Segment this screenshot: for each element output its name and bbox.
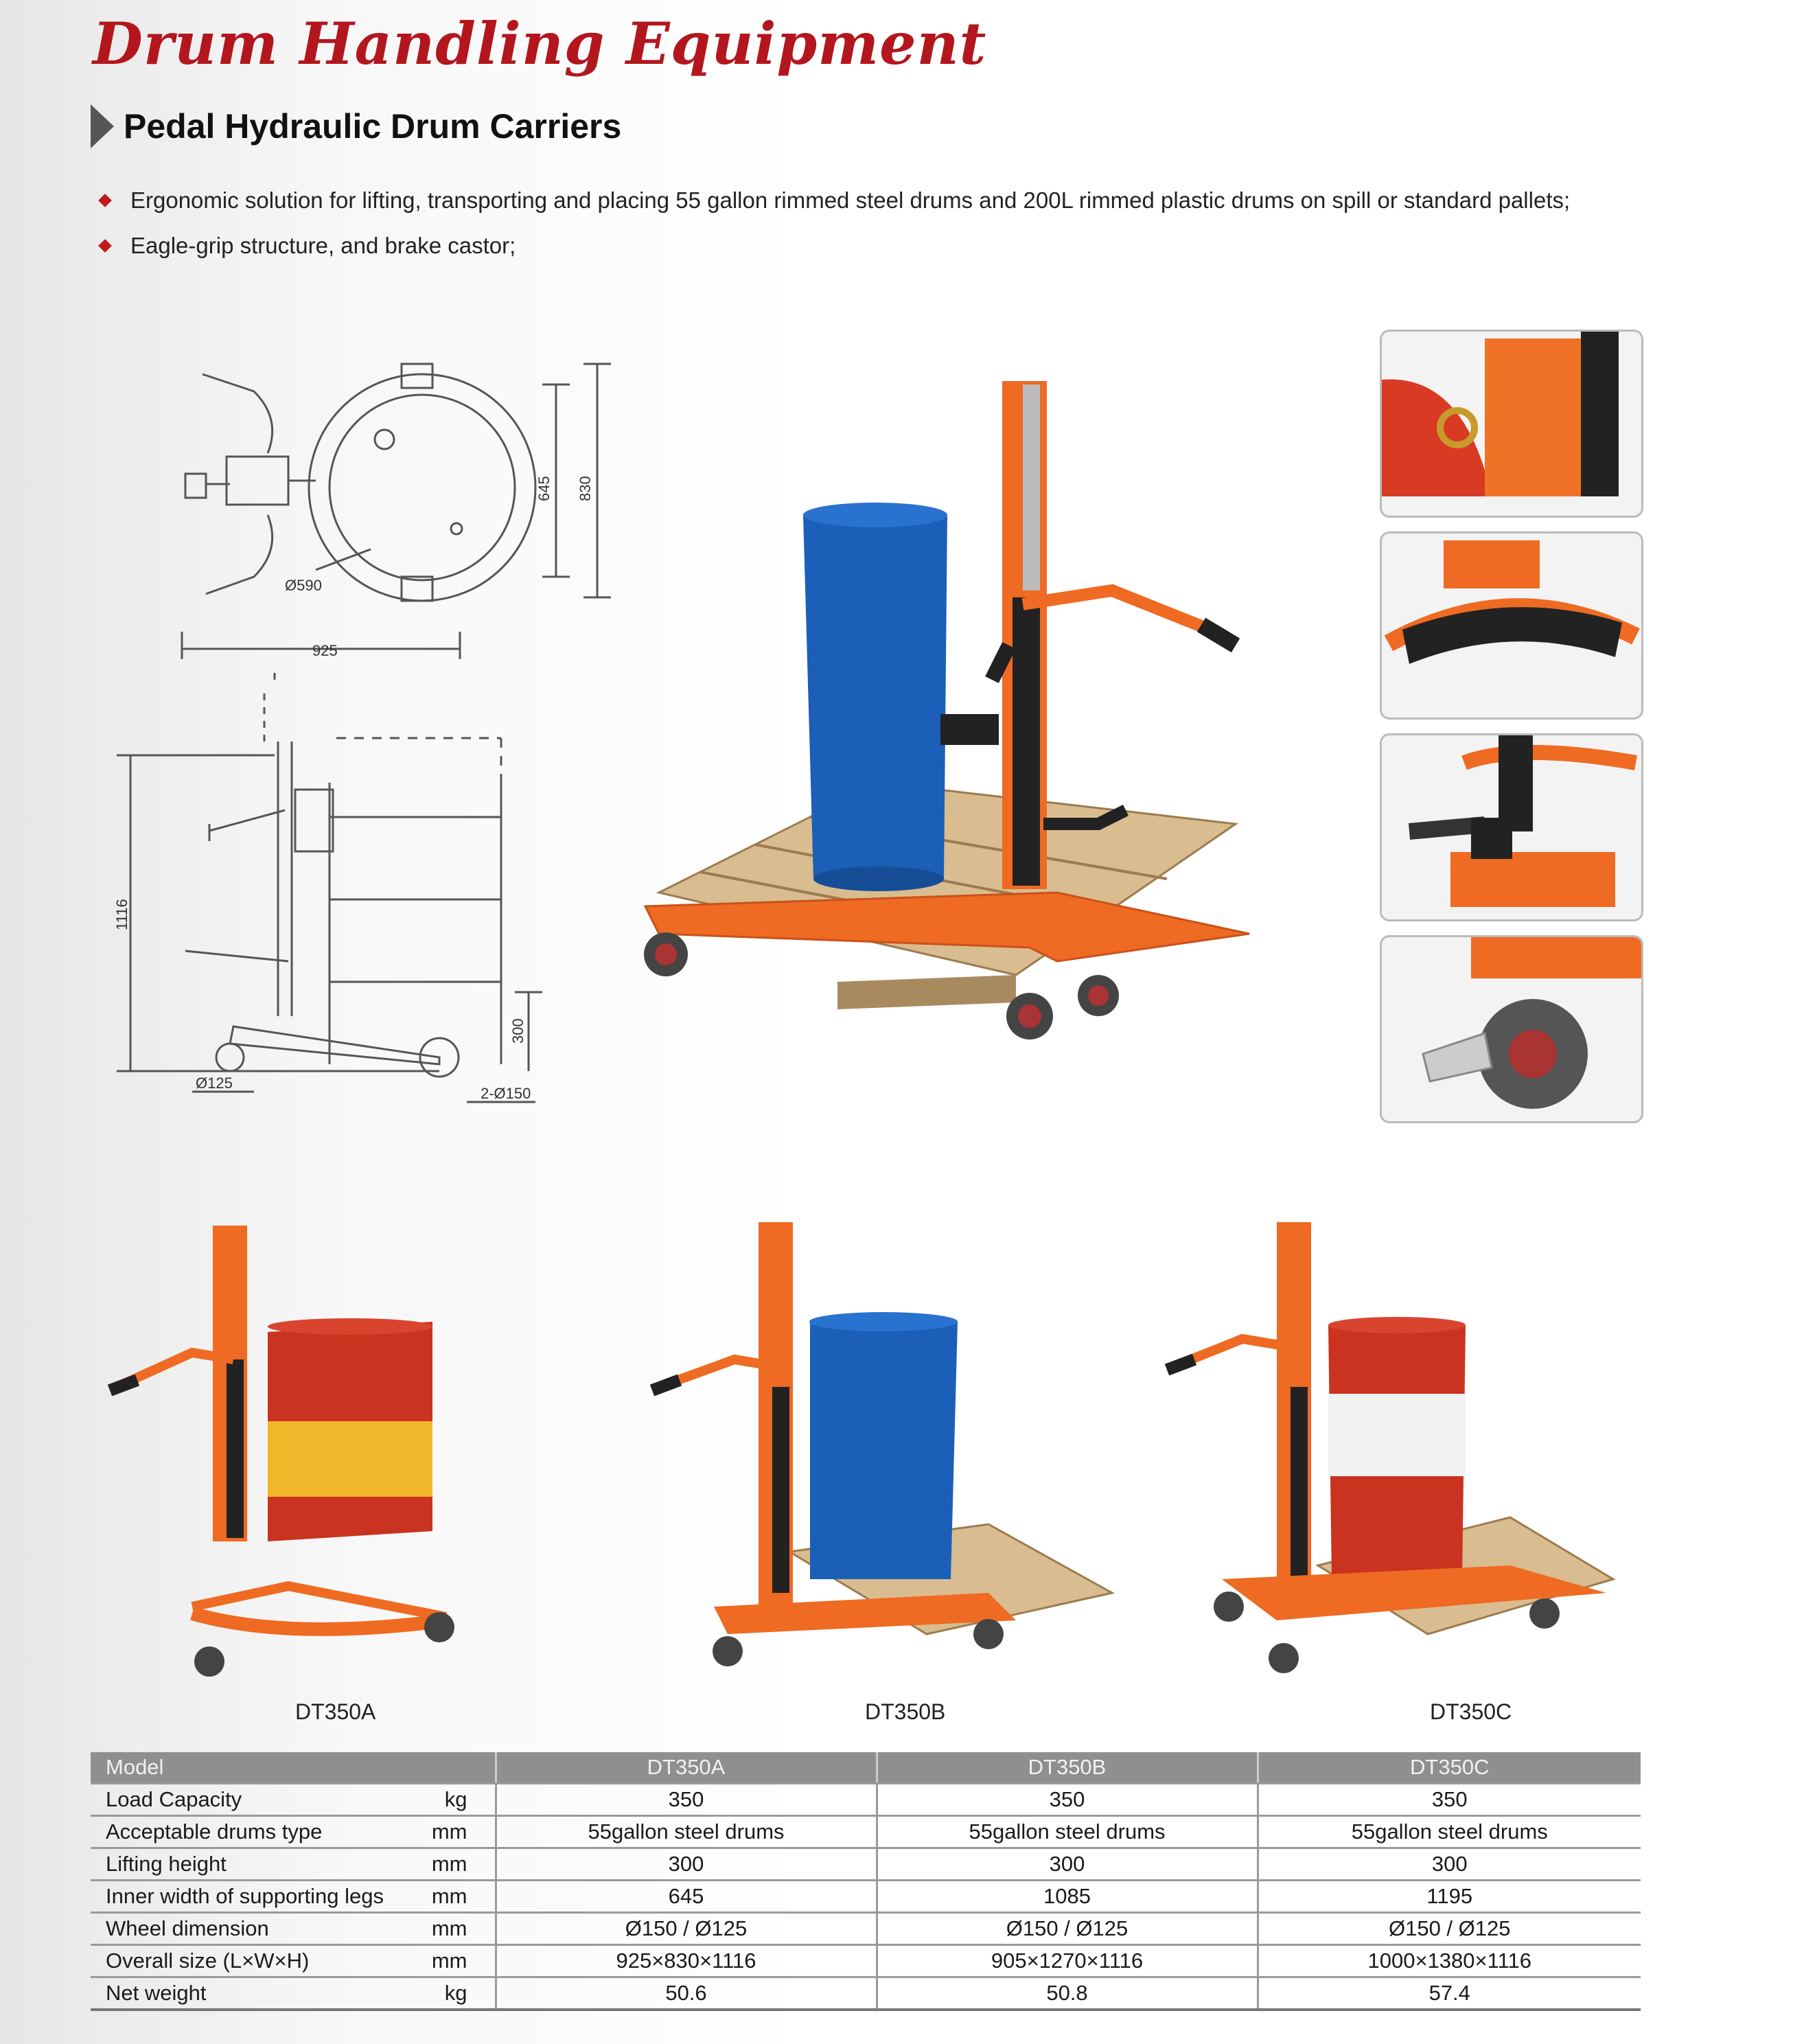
- dim-1116: 1116: [113, 899, 130, 930]
- heading-arrow-icon: [91, 104, 114, 148]
- main-product-photo: [618, 343, 1270, 1099]
- detail-photo-brake-castor: [1380, 935, 1643, 1123]
- cell-value: 1085: [877, 1881, 1258, 1913]
- row-unit: mm: [427, 1945, 496, 1977]
- detail-photo-pedal: [1380, 733, 1643, 921]
- row-label: Net weight: [91, 1977, 427, 2010]
- cell-value: 1195: [1258, 1881, 1641, 1913]
- cell-value: 55gallon steel drums: [1258, 1816, 1641, 1848]
- row-label: Acceptable drums type: [91, 1816, 427, 1848]
- row-unit: mm: [427, 1848, 496, 1881]
- detail-thumbnails: [1380, 330, 1639, 1123]
- detail-photo-pad: [1380, 531, 1643, 720]
- row-label: Load Capacity: [91, 1784, 427, 1816]
- table-header-row: [91, 1752, 1641, 1784]
- row-label: Inner width of supporting legs: [91, 1881, 427, 1913]
- cell-value: 57.4: [1258, 1977, 1641, 2010]
- cell-value: 300: [1258, 1848, 1641, 1881]
- table-row: [91, 1913, 1641, 1945]
- list-item: [96, 229, 1637, 262]
- cell-value: 350: [1258, 1784, 1641, 1816]
- dim-590: Ø590: [285, 577, 322, 594]
- table-row: [91, 1945, 1641, 1977]
- model-photos: [0, 1222, 1793, 1703]
- page-title: Drum Handling Equipment: [93, 10, 987, 78]
- row-unit: kg: [427, 1977, 496, 2010]
- cell-value: 55gallon steel drums: [877, 1816, 1258, 1848]
- section-heading: [91, 104, 621, 148]
- column-header-dt350b: DT350B: [877, 1752, 1258, 1784]
- row-label: Lifting height: [91, 1848, 427, 1881]
- dim-125: Ø125: [196, 1075, 233, 1092]
- cell-value: 350: [496, 1784, 877, 1816]
- model-photo-dt350b: [652, 1222, 1112, 1666]
- cell-value: 50.6: [496, 1977, 877, 2010]
- cell-value: 350: [877, 1784, 1258, 1816]
- list-item-text: Eagle-grip structure, and brake castor;: [130, 233, 516, 258]
- model-caption-dt350b: DT350B: [865, 1699, 946, 1724]
- cell-value: 645: [496, 1881, 877, 1913]
- row-unit: mm: [427, 1913, 496, 1945]
- cell-value: 300: [877, 1848, 1258, 1881]
- column-header-dt350c: DT350C: [1258, 1752, 1641, 1784]
- column-header-model: Model: [91, 1752, 496, 1784]
- cell-value: Ø150 / Ø125: [496, 1913, 877, 1945]
- dim-150: 2-Ø150: [481, 1085, 531, 1102]
- model-caption-dt350c: DT350C: [1430, 1699, 1512, 1724]
- table-row: [91, 1881, 1641, 1913]
- feature-list: [96, 184, 1637, 275]
- dim-300: 300: [509, 1018, 527, 1044]
- row-unit: mm: [427, 1816, 496, 1848]
- dim-645: 645: [535, 476, 553, 501]
- model-photo-dt350c: [1167, 1222, 1613, 1673]
- cell-value: 55gallon steel drums: [496, 1816, 877, 1848]
- dim-830: 830: [577, 476, 594, 501]
- row-unit: mm: [427, 1881, 496, 1913]
- row-label: Wheel dimension: [91, 1913, 427, 1945]
- cell-value: 300: [496, 1848, 877, 1881]
- bullet-diamond-icon: [98, 194, 112, 207]
- table-row: [91, 1784, 1641, 1816]
- detail-photo-clamp: [1380, 330, 1643, 518]
- model-caption-dt350a: DT350A: [295, 1699, 376, 1724]
- cell-value: 925×830×1116: [496, 1945, 877, 1977]
- table-row: [91, 1977, 1641, 2010]
- bullet-diamond-icon: [98, 239, 112, 253]
- cell-value: 1000×1380×1116: [1258, 1945, 1641, 1977]
- spec-table: [91, 1752, 1641, 2011]
- dim-925: 925: [312, 642, 338, 659]
- model-photo-dt350a: [110, 1226, 454, 1677]
- table-row: [91, 1816, 1641, 1848]
- cell-value: 905×1270×1116: [877, 1945, 1258, 1977]
- row-label: Overall size (L×W×H): [91, 1945, 427, 1977]
- column-header-dt350a: DT350A: [496, 1752, 877, 1784]
- cell-value: Ø150 / Ø125: [877, 1913, 1258, 1945]
- list-item: [96, 184, 1637, 217]
- row-unit: kg: [427, 1784, 496, 1816]
- list-item-text: Ergonomic solution for lifting, transporting and placing 55 gallon rimmed steel drums and 200L rimmed plastic drums on spill or standard pallets;: [130, 187, 1571, 213]
- section-heading-text: Pedal Hydraulic Drum Carriers: [124, 107, 622, 146]
- cell-value: Ø150 / Ø125: [1258, 1913, 1641, 1945]
- table-row: [91, 1848, 1641, 1881]
- cell-value: 50.8: [877, 1977, 1258, 2010]
